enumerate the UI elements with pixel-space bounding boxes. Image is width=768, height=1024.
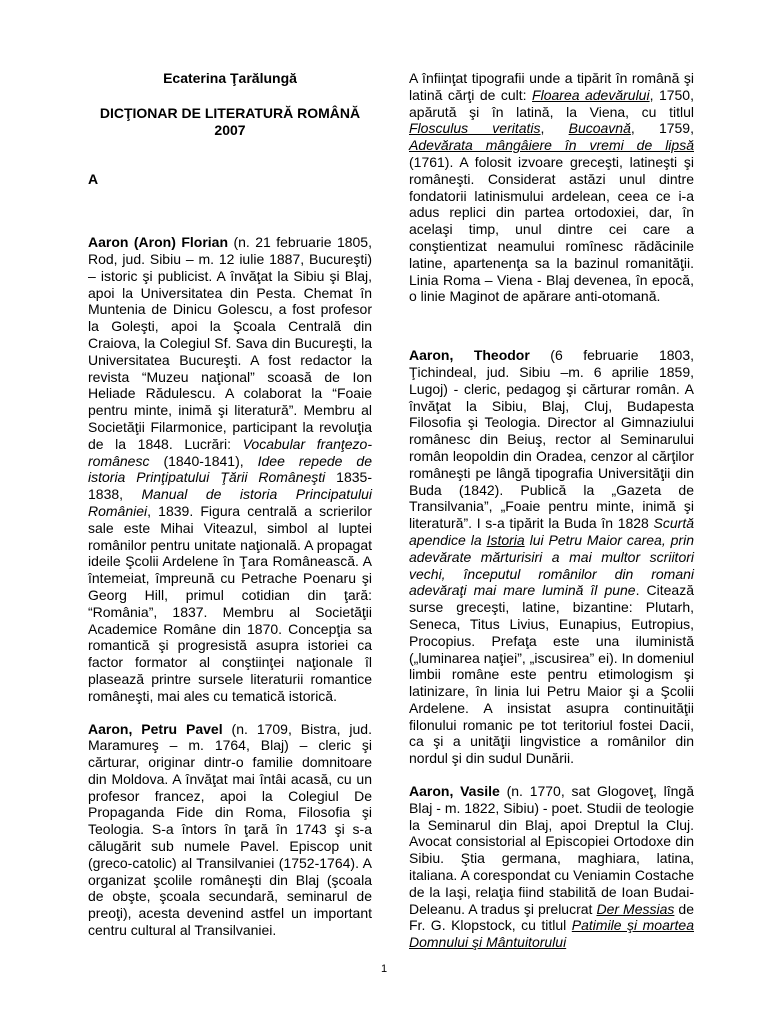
document-title xyxy=(88,105,372,139)
work-title: Patimile şi moartea Domnului şi Mântuitorului xyxy=(409,917,695,951)
entry-text: 1835-1838, xyxy=(88,469,372,503)
headword: Aaron, Theodor xyxy=(409,347,530,364)
entry-text: . Citează surse greceşti, latine, bizantine: Plutarh, Seneca, Titus Livius, Eunapius, Eutropius, Procopius. Prefaţa este una iluministă („luminarea naţiei”, „iscusirea” ei). In domeniul limbii române este pentru etimologism şi latinizare, în linia lui Petru Maior şi a Şcolii Ardelene. A insistat asupra continuităţii filonului romanic pe tot teritoriul fostei Dacii, ca şi a unităţii lingvistice a românilor din nordul şi din sudul Dunării. xyxy=(409,582,695,767)
entry-text: , 1839. Figura centrală a scrierilor sale este Mihai Viteazul, simbol al luptei românilor pentru unitate naţională. A propagat ideile Şcolii Ardelene în Ţara Românească. A întemeiat, împreună cu Petrache Poenaru şi Georg Hill, primul cotidian din ţară: “România”, 1837. Membru al Societăţii Academice Române din 1870. Concepţia sa romantică şi progresistă asupra istoriei ca factor formator al conştiinţei naţionale îl plasează printre sursele literaturii romantice româneşti, mai ales cu tematică istorică. xyxy=(88,502,372,704)
work-title: lui Petru Maior carea, prin adevărate mărturisiri a mai multor scriitori vechi, începutul românilor din romani adevăraţi mai mare lumină îl pune xyxy=(409,531,694,599)
headword: Aaron (Aron) Florian xyxy=(88,234,228,251)
author-name: Ecaterina Ţarălungă xyxy=(163,70,297,86)
entry-aaron-florian xyxy=(88,234,372,704)
entry-continuation xyxy=(409,70,694,305)
entry-text: de Fr. G. Klopstock, cu titlul xyxy=(409,900,694,934)
entry-text: A înfiinţat tipografii unde a tipărit în română şi latină cărţi de cult: xyxy=(409,70,694,103)
work-title: Istoria xyxy=(486,531,525,548)
page-number: 1 xyxy=(380,963,388,975)
entry-text: (1761). A folosit izvoare greceşti, latineşti şi româneşti. Considerat astăzi unul dintre fondatorii latinismului ardelean, ceea ce i-a adus replici din partea ortodoxiei, dar, în acelaşi timp, unul dintre cei care a conştientizat neamului romînesc rădăcinile latine, apartenenţa sa la bazinul romanităţii. Linia Roma – Viena - Blaj devenea, în epocă, o linie Maginot de apărare anti-otomană. xyxy=(409,153,694,305)
work-title: Vocabular franţezo-românesc xyxy=(88,435,372,469)
work-title: Manual de istoria Principatului României xyxy=(88,486,372,519)
entry-text: , xyxy=(540,120,569,137)
entry-text: , 1750, apărută şi în latină, la Viena, cu titlul xyxy=(409,86,694,120)
title-line-1: DICŢIONAR DE LITERATURĂ ROMÂNĂ xyxy=(99,104,361,121)
work-title: Bucoavnă xyxy=(568,120,631,137)
work-title: Flosculus veritatis xyxy=(409,120,541,137)
entry-text: (n. 1709, Bistra, jud. Maramureş – m. 1764, Blaj) – cleric şi cărturar, originar dintr-o familie domnitoare din Moldova. A învăţat mai întâi acasă, cu un profesor francez, apoi la Colegiul De Propaganda Fide din Roma, Filosofia şi Teologia. S-a întors în ţară în 1743 şi s-a călugărit sub numele Pavel. Episcop unit (greco-catolic) al Transilvaniei (1752-1764). A organizat şcolile româneşti din Blaj (şcoala de obşte, şcoala secundară, seminarul de preoţi), acesta devenind astfel un important centru cultural al Transilvaniei. xyxy=(88,720,372,939)
left-column xyxy=(88,70,372,955)
right-column xyxy=(409,70,694,967)
entry-text: , 1759, xyxy=(630,120,694,137)
title-line-2: 2007 xyxy=(214,121,246,138)
entry-text: (n. 21 februarie 1805, Rod, jud. Sibiu – m. 12 iulie 1887, Bucureşti) – istoric şi publicist. A învăţat la Sibiu şi Blaj, apoi la Universitatea din Pesta. Chemat în Muntenia de Dinicu Golescu, a fost profesor la Goleşti, apoi la Şcoala Centrală din Craiova, la Colegiul Sf. Sava din Bucureşti, la Universitatea Bucureşti. A fost redactor la revista “Muzeu naţional” scoasă de Ion Heliade Rădulescu. A colaborat la “Foaie pentru minte, inimă şi literatură”. Membru al Societăţii Filarmonice, participant la revoluţia de la 1848. Lucrări: xyxy=(88,234,372,452)
entry-aaron-petru-pavel xyxy=(88,721,372,939)
work-title: Floarea adevărului xyxy=(532,86,650,103)
work-title: Idee repede de istoria Prinţipatului Ţării Româneşti xyxy=(88,452,372,486)
entry-aaron-theodor xyxy=(409,347,694,767)
entry-text: (6 februarie 1803, Ţichindeal, jud. Sibiu –m. 6 aprilie 1859, Lugoj) - cleric, pedagog şi cărturar român. A învăţat la Sibiu, Blaj, Cluj, Budapesta Filosofia şi Teologia. Director al Gimnaziului românesc din Beiuş, rector al Seminarului român leopoldin din Oradea, cenzor al cărţilor româneşti pe lângă tipografia Universităţii din Buda (1842). Publică la „Gazeta de Transilvania”, „Foaie pentru minte, inimă şi literatură”. I s-a tipărit la Buda în 1828 xyxy=(409,347,694,532)
work-title: Adevărata mângâiere în vremi de lipsă xyxy=(409,137,694,154)
work-title: Scurtă apendice la xyxy=(409,515,694,548)
headword: Aaron, Petru Pavel xyxy=(88,720,223,737)
entry-text: (n. 1770, sat Glogoveţ, lîngă Blaj - m. 1822, Sibiu) - poet. Studii de teologie la Seminarul din Blaj, apoi Dreptul la Cluj. Avocat consistorial al Episcopiei Ortodoxe din Sibiu. Ştia germana, maghiara, latina, italiana. A corespondat cu Veniamin Costache de la Iaşi, relaţia fiind stabilită de Ioan Budai-Deleanu. A tradus şi prelucrat xyxy=(409,783,694,917)
entry-text: (1840-1841), xyxy=(149,452,258,469)
section-letter: A xyxy=(88,171,99,188)
entry-aaron-vasile xyxy=(409,783,694,951)
headword: Aaron, Vasile xyxy=(409,783,500,800)
work-title: Der Messias xyxy=(596,900,675,917)
